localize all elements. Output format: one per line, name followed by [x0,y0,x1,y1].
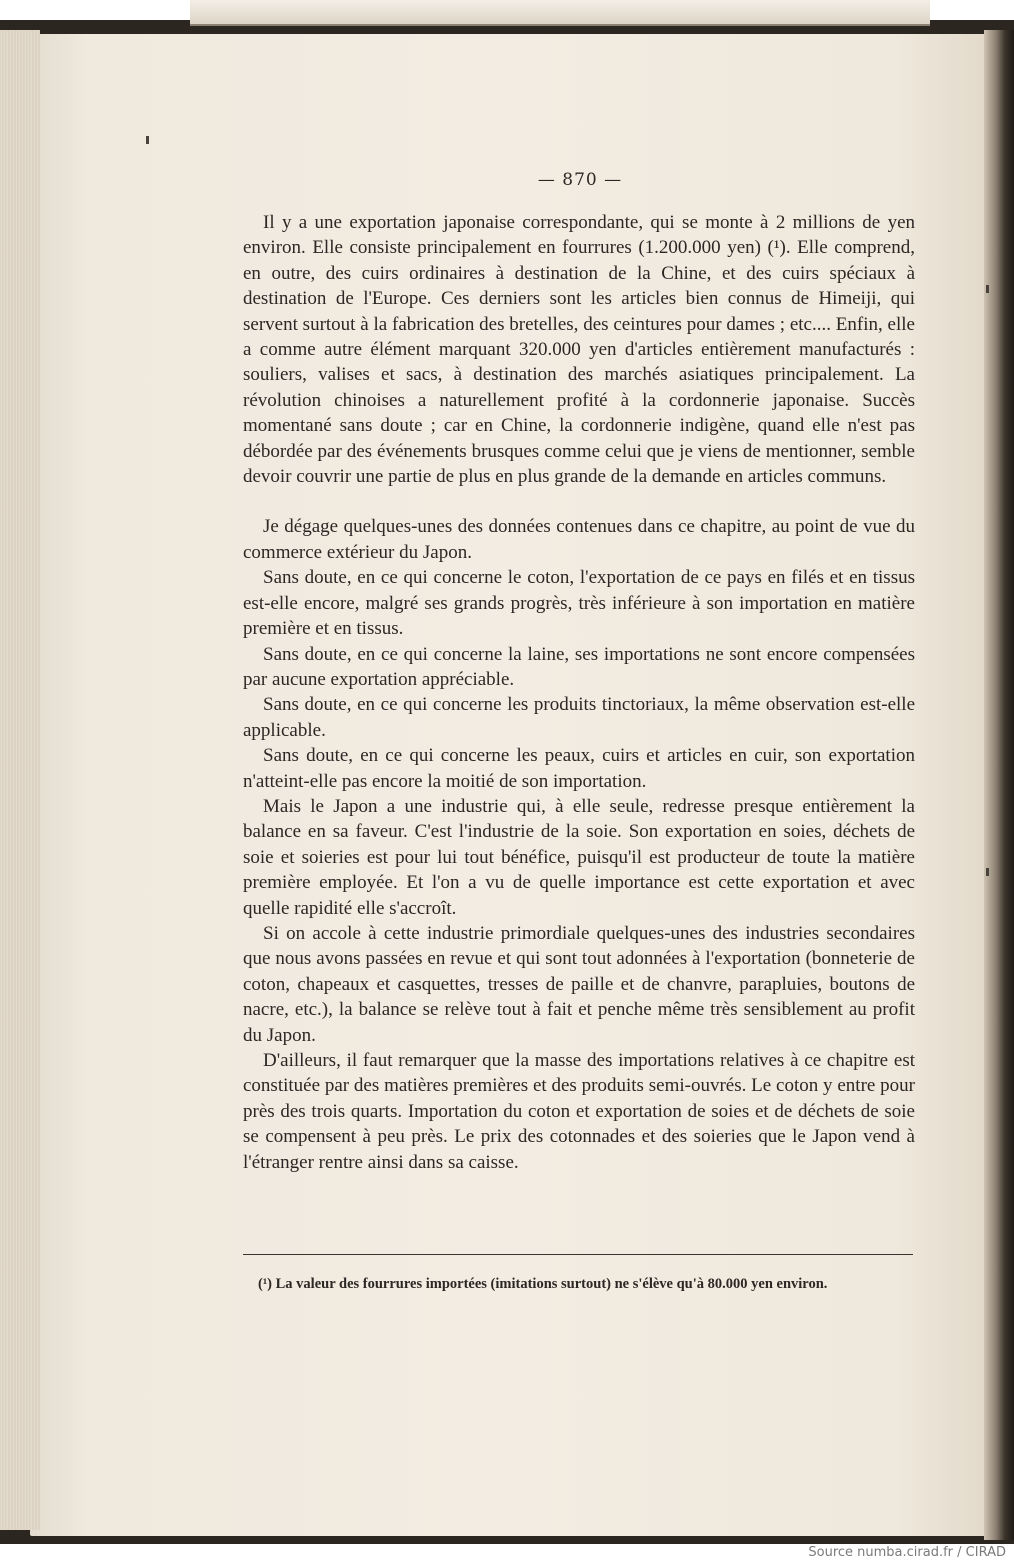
paragraph: Mais le Japon a une industrie qui, à elle seule, redresse presque entièrement la balance en sa faveur. C'est l'industrie de la soie. Son exportation en soies, déchets de soie et soieries est pour lui tout bénéfice, puisqu'il est producteur de toute la matière première employée. Et l'on a vu de quelle importance est cette exportation et avec quelle rapidité elle s'accroît. [243,795,915,919]
book-spine-right [984,30,1014,1540]
paragraph: D'ailleurs, il faut remarquer que la masse des importations relatives à ce chapitre est constituée par des matières premières et des produits semi-ouvrés. Le coton y entre pour près des trois quarts. Importation du coton et exportation de soies et de déchets de soie se compensent à peu près. Le prix des cotonnades et des soieries que le Japon vend à l'étranger rentre ainsi dans sa caisse. [243,1050,915,1173]
paragraph: Sans doute, en ce qui concerne les peaux, cuirs et articles en cuir, son exportation n'atteint-elle pas encore la moitié de son importation. [243,745,915,792]
paragraph: Il y a une exportation japonaise correspondante, qui se monte à 2 millions de yen environ. Elle consiste principalement en fourrures (1.200.000 yen) (¹). Elle comprend, en outre, des cuirs ordinaires à destination de la Chine, et des cuirs spéciaux à destination de l'Europe. Ces derniers sont les articles bien connus de Himeiji, qui servent surtout à la fabrication des bretelles, des ceintures pour dames ; etc.... Enfin, elle a comme autre élément marquant 320.000 yen d'articles entièrement manufacturés : souliers, valises et sacs, à destination des marchés asiatiques principalement. La révolution chinoises a naturellement profité à la cordonnerie japonaise. Succès momentané sans doute ; car en Chine, la cordonnerie indigène, quand elle n'est pas débordée par des événements brusques comme celui que je viens de mentionner, semble devoir couvrir une partie de plus en plus grande de la demande en articles communs. [243,212,915,488]
body-text [243,210,915,1175]
paragraph: Je dégage quelques-unes des données contenues dans ce chapitre, au point de vue du commerce extérieur du Japon. [243,516,915,563]
edge-mark [986,285,989,293]
paragraph: Sans doute, en ce qui concerne la laine, ses importations ne sont encore compensées par aucune exportation appréciable. [243,643,915,690]
page-number: — 870 — [537,170,623,190]
footnote-divider [243,1254,913,1255]
paragraph: Si on accole à cette industrie primordiale quelques-unes des industries secondaires que nous avons passées en revue et qui sont tout adonnées à l'exportation (bonneterie de coton, chapeaux et casquettes, tresses de paille et de chanvre, parapluies, boutons de nacre, etc.), la balance se relève tout à fait et penche même très sensiblement au profit du Japon. [243,922,915,1046]
edge-mark [986,868,989,876]
footnote: (¹) La valeur des fourrures importées (imitations surtout) ne s'élève qu'à 80.000 yen environ. [258,1276,828,1292]
source-credit: Source numba.cirad.fr / CIRAD [808,1545,1006,1560]
paragraph: Sans doute, en ce qui concerne les produits tinctoriaux, la même observation est-elle applicable. [243,694,915,741]
page-stack-left [0,30,40,1530]
previous-page-edge [190,0,930,26]
ink-speck [146,136,149,144]
paragraph: Sans doute, en ce qui concerne le coton, l'exportation de ce pays en filés et en tissus est-elle encore, malgré ses grands progrès, très inférieure à son importation en matière première et en tissus. [243,567,915,640]
